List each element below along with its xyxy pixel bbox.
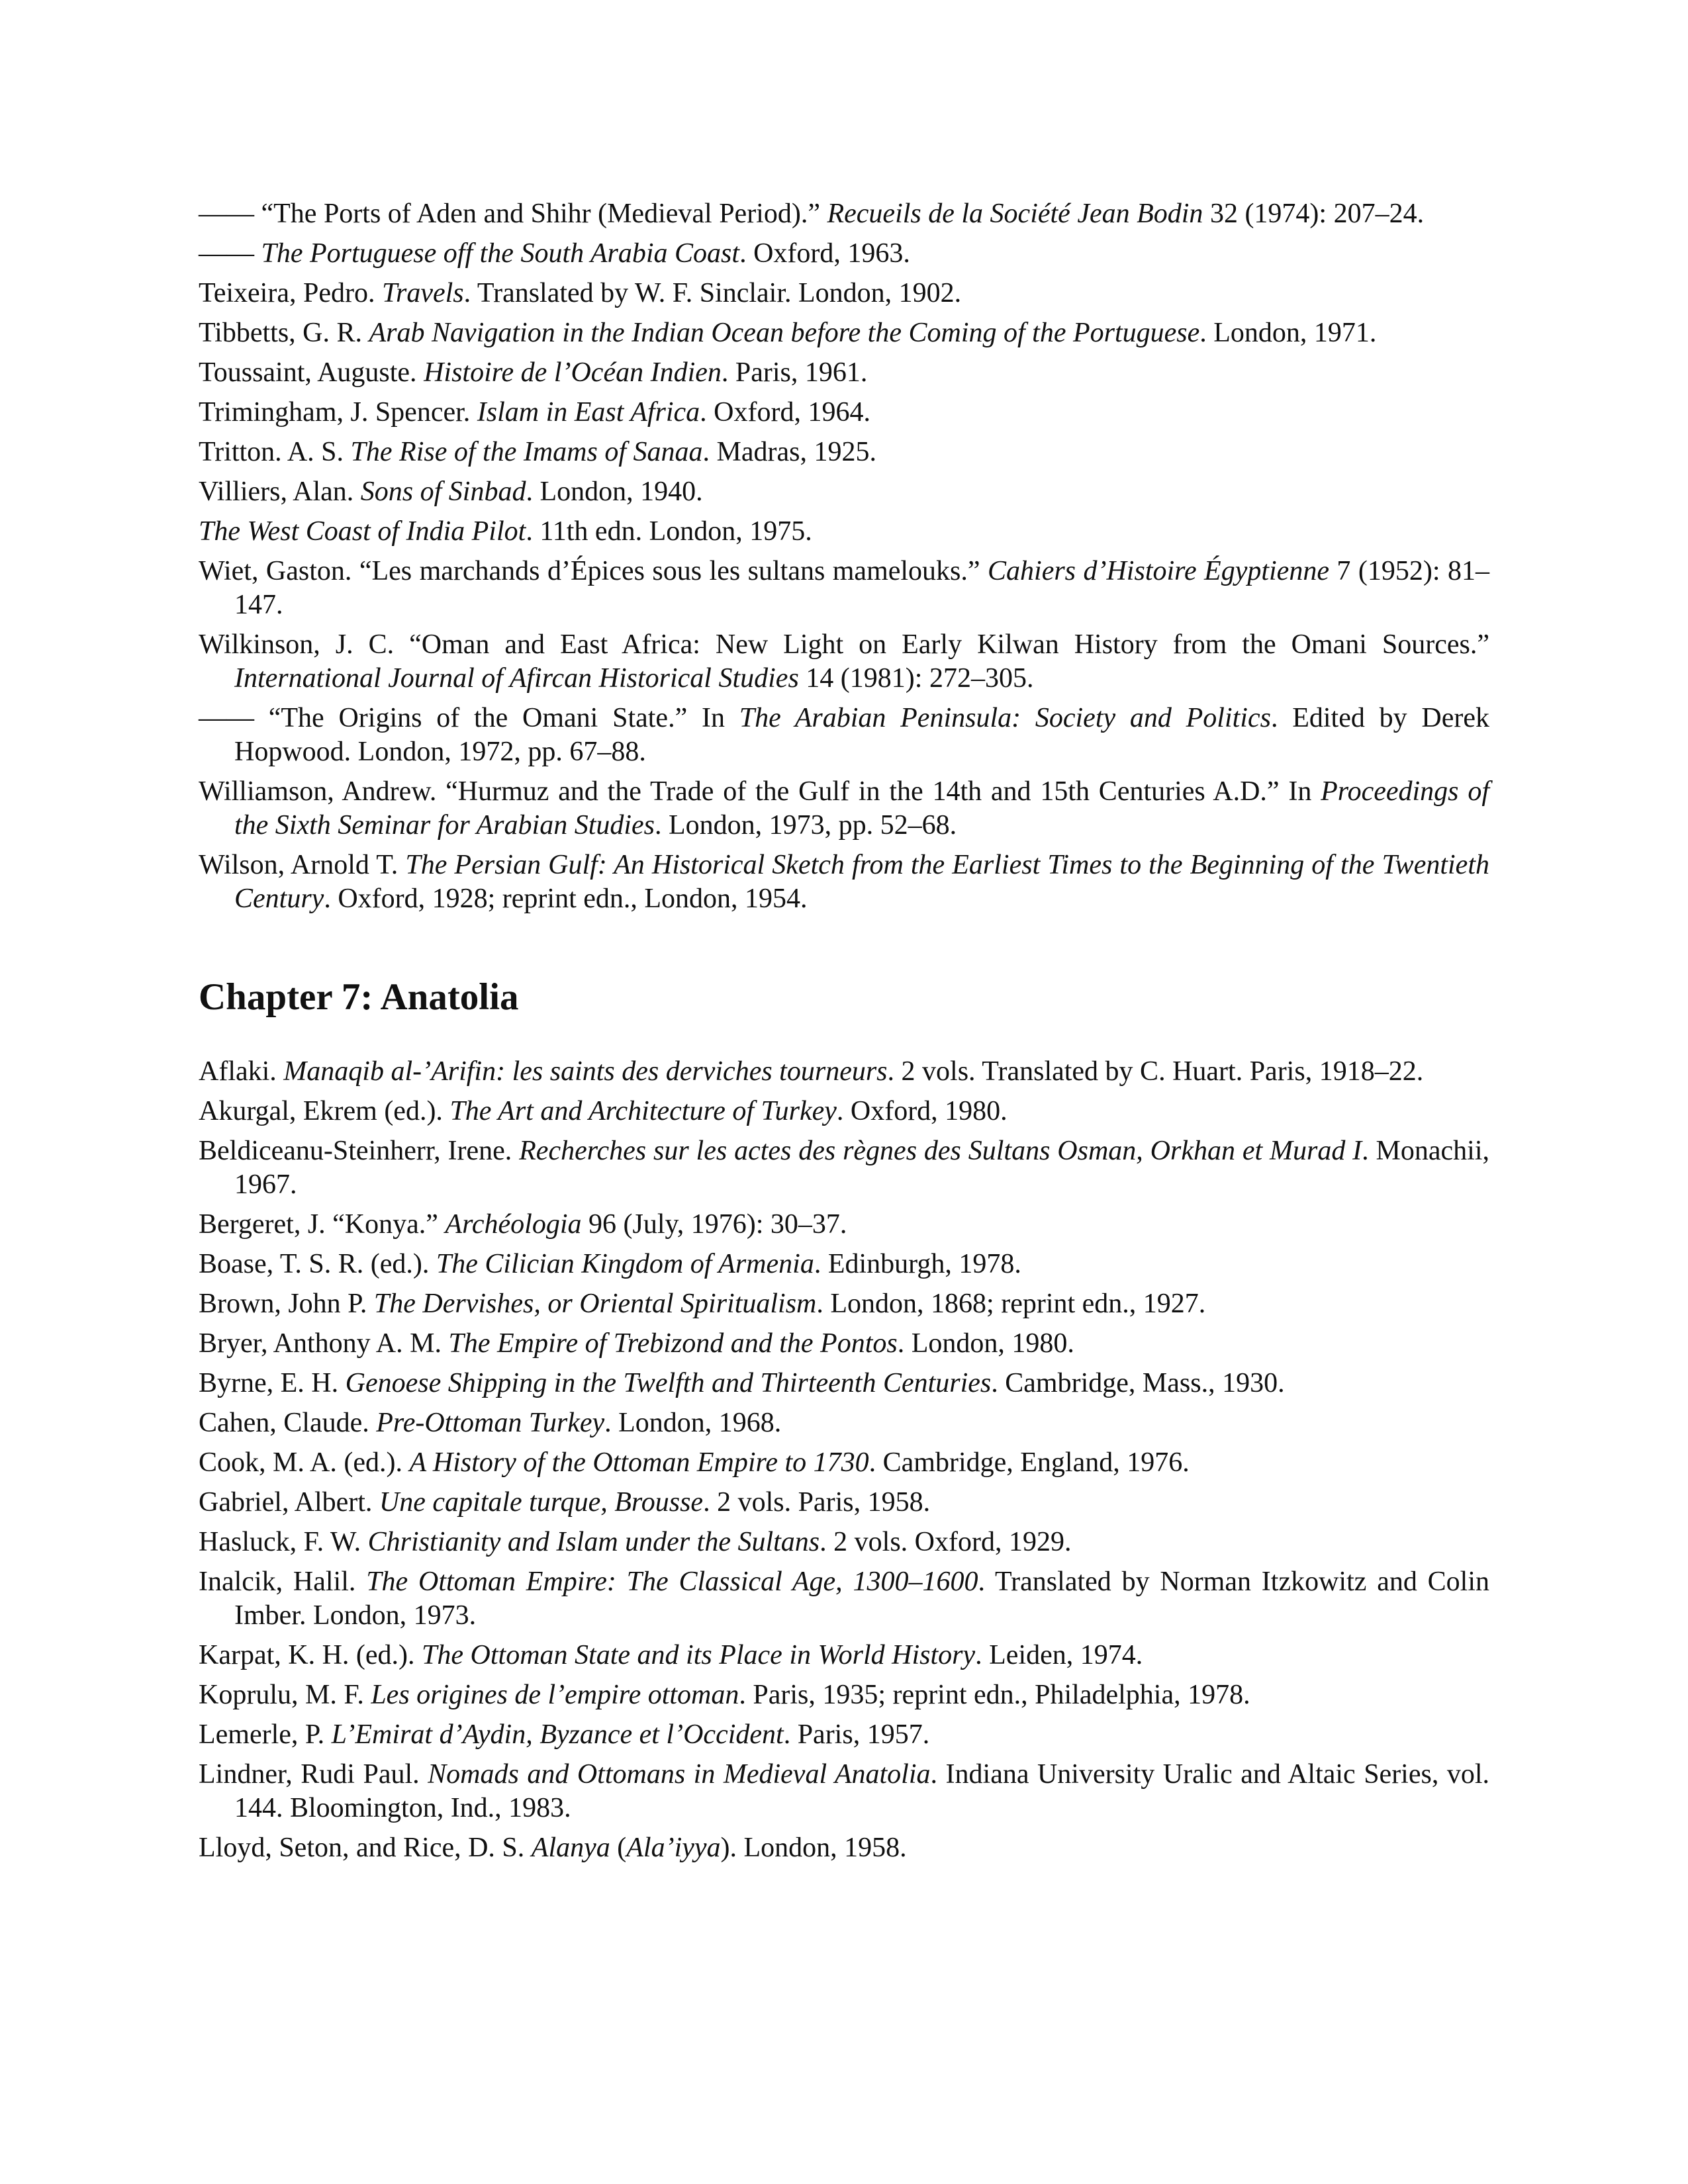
entry-text: Aflaki.: [199, 1056, 284, 1087]
entry-text: Byrne, E. H.: [199, 1368, 346, 1398]
chapter-heading: Chapter 7: Anatolia: [199, 976, 519, 1018]
entry-text: Gabriel, Albert.: [199, 1487, 379, 1518]
entry-text: Hasluck, F. W.: [199, 1527, 368, 1557]
entry-text: Trimingham, J. Spencer.: [199, 397, 477, 428]
entry-text: . Translated by W. F. Sinclair. London, 1902.: [463, 278, 962, 308]
entry-text: —— “The Origins of the Omani State.” In: [199, 703, 739, 733]
entry-title-italic: L’Emirat d’Aydin, Byzance et l’Occident: [331, 1719, 784, 1750]
bibliography-entry: [199, 1055, 1489, 1089]
entry-title-italic: Histoire de l’Océan Indien: [424, 357, 722, 388]
entry-title-italic: Islam in East Africa: [477, 397, 700, 428]
entry-title-italic: Recherches sur les actes des règnes des Sultans Osman, Orkhan et Murad I: [519, 1136, 1362, 1166]
bibliography-entry: [199, 702, 1489, 769]
bibliography-section-continued: [199, 197, 1489, 916]
entry-title-italic: The Ottoman State and its Place in World History: [422, 1640, 976, 1670]
bibliography-entry: [199, 1486, 1489, 1520]
entry-text: ——: [199, 238, 261, 269]
bibliography-entry: [199, 1565, 1489, 1633]
bibliography-page: [199, 197, 1489, 1871]
entry-text: 96 (July, 1976): 30–37.: [581, 1209, 847, 1240]
entry-text: 32 (1974): 207–24.: [1203, 199, 1425, 229]
bibliography-entry: [199, 1446, 1489, 1480]
entry-text: 14 (1981): 272–305.: [798, 663, 1034, 694]
bibliography-entry: [199, 1831, 1489, 1865]
bibliography-entry: [199, 237, 1489, 271]
bibliography-entry: [199, 1758, 1489, 1825]
entry-title-italic: Christianity and Islam under the Sultans: [367, 1527, 820, 1557]
entry-text: . 2 vols. Oxford, 1929.: [820, 1527, 1072, 1557]
entry-text: . Oxford, 1963.: [739, 238, 910, 269]
entry-text: . London, 1971.: [1199, 318, 1377, 348]
entry-title-italic: The West Coast of India Pilot: [199, 516, 526, 547]
entry-text: . Oxford, 1980.: [836, 1096, 1008, 1126]
bibliography-entry: [199, 1287, 1489, 1321]
entry-title-italic: Nomads and Ottomans in Medieval Anatolia: [428, 1759, 931, 1790]
entry-title-italic: Pre-Ottoman Turkey: [376, 1408, 605, 1438]
entry-title-italic: Genoese Shipping in the Twelfth and Thirteenth Centuries: [345, 1368, 992, 1398]
entry-text: . Oxford, 1964.: [700, 397, 870, 428]
entry-text: Akurgal, Ekrem (ed.).: [199, 1096, 450, 1126]
entry-text: . Indiana University Uralic and Altaic Series, vol. 144. Bloomington, Ind., 1983.: [234, 1759, 1490, 1823]
bibliography-entry: [199, 628, 1489, 696]
bibliography-entry: [199, 1248, 1489, 1281]
entry-text: . London, 1940.: [526, 477, 703, 507]
entry-text: . 11th edn. London, 1975.: [526, 516, 812, 547]
entry-text: Williamson, Andrew. “Hurmuz and the Trade of the Gulf in the 14th and 15th Centuries A.D.” In: [199, 776, 1321, 807]
bibliography-section-anatolia: [199, 1055, 1489, 1865]
entry-title-italic: The Empire of Trebizond and the Pontos: [448, 1328, 898, 1359]
entry-title-italic: The Cilician Kingdom of Armenia: [436, 1249, 814, 1279]
entry-text: Koprulu, M. F.: [199, 1680, 371, 1710]
entry-text: (: [610, 1833, 627, 1863]
entry-text: ). London, 1958.: [720, 1833, 907, 1863]
bibliography-entry: [199, 475, 1489, 509]
entry-text: Wilson, Arnold T.: [199, 850, 406, 880]
entry-title-italic: The Arabian Peninsula: Society and Politics: [739, 703, 1271, 733]
entry-text: Tritton. A. S.: [199, 437, 351, 467]
entry-title-italic: The Persian Gulf: An Historical Sketch from the Earliest Times to the Beginning of the Twentieth Century: [234, 850, 1489, 914]
entry-title-italic: Cahiers d’Histoire Égyptienne: [988, 556, 1329, 586]
bibliography-entry: [199, 1718, 1489, 1752]
entry-text: Tibbetts, G. R.: [199, 318, 369, 348]
entry-text: Beldiceanu-Steinherr, Irene.: [199, 1136, 520, 1166]
bibliography-entry: [199, 848, 1489, 916]
entry-text: Teixeira, Pedro.: [199, 278, 382, 308]
entry-text: . Paris, 1935; reprint edn., Philadelphia, 1978.: [739, 1680, 1250, 1710]
entry-title-italic: Alanya: [531, 1833, 610, 1863]
entry-text: Boase, T. S. R. (ed.).: [199, 1249, 436, 1279]
bibliography-entry: [199, 1639, 1489, 1672]
entry-text: . 2 vols. Translated by C. Huart. Paris, 1918–22.: [887, 1056, 1424, 1087]
entry-title-italic: Travels: [381, 278, 464, 308]
entry-text: . Translated by Norman Itzkowitz and Colin Imber. London, 1973.: [234, 1567, 1489, 1631]
entry-text: Lemerle, P.: [199, 1719, 332, 1750]
entry-text: . Cambridge, Mass., 1930.: [991, 1368, 1285, 1398]
entry-text: Lindner, Rudi Paul.: [199, 1759, 428, 1790]
entry-text: . Edinburgh, 1978.: [814, 1249, 1021, 1279]
entry-title-italic: The Art and Architecture of Turkey: [449, 1096, 837, 1126]
entry-text: 7 (1952): 81–147.: [234, 556, 1489, 620]
entry-text: . Paris, 1961.: [721, 357, 868, 388]
bibliography-entry: [199, 197, 1489, 231]
entry-title-italic: The Portuguese off the South Arabia Coast: [261, 238, 740, 269]
entry-text: Wilkinson, J. C. “Oman and East Africa: New Light on Early Kilwan History from the Omani Sources.”: [199, 629, 1489, 660]
entry-text: Inalcik, Halil.: [199, 1567, 367, 1597]
bibliography-entry: [199, 1678, 1489, 1712]
bibliography-entry: [199, 1134, 1489, 1202]
entry-text: . 2 vols. Paris, 1958.: [703, 1487, 931, 1518]
entry-text: Bergeret, J. “Konya.”: [199, 1209, 445, 1240]
bibliography-entry: [199, 396, 1489, 430]
entry-title-italic: Arab Navigation in the Indian Ocean before the Coming of the Portuguese: [369, 318, 1200, 348]
bibliography-entry: [199, 277, 1489, 310]
bibliography-entry: [199, 1367, 1489, 1400]
entry-title-italic: The Ottoman Empire: The Classical Age, 1300–1600: [366, 1567, 978, 1597]
entry-text: —— “The Ports of Aden and Shihr (Medieval Period).”: [199, 199, 827, 229]
entry-text: Villiers, Alan.: [199, 477, 361, 507]
bibliography-entry: [199, 515, 1489, 549]
entry-title-italic: Manaqib al-’Arifin: les saints des derviches tourneurs: [283, 1056, 888, 1087]
entry-title-italic: Archéologia: [445, 1209, 582, 1240]
entry-text: . Oxford, 1928; reprint edn., London, 1954.: [324, 884, 808, 914]
entry-text: Wiet, Gaston. “Les marchands d’Épices sous les sultans mamelouks.”: [199, 556, 988, 586]
bibliography-entry: [199, 775, 1489, 842]
entry-text: . London, 1868; reprint edn., 1927.: [816, 1289, 1206, 1319]
bibliography-entry: [199, 356, 1489, 390]
entry-text: . Cambridge, England, 1976.: [868, 1447, 1190, 1478]
entry-text: . Leiden, 1974.: [975, 1640, 1143, 1670]
entry-text: Cook, M. A. (ed.).: [199, 1447, 410, 1478]
bibliography-entry: [199, 1208, 1489, 1242]
entry-title-italic: The Rise of the Imams of Sanaa: [350, 437, 703, 467]
bibliography-entry: [199, 1095, 1489, 1128]
bibliography-entry: [199, 555, 1489, 622]
entry-title-italic: Proceedings of the Sixth Seminar for Arabian Studies: [234, 776, 1489, 841]
entry-title-italic: A History of the Ottoman Empire to 1730: [409, 1447, 869, 1478]
entry-title-italic: The Dervishes, or Oriental Spiritualism: [373, 1289, 817, 1319]
entry-text: Cahen, Claude.: [199, 1408, 377, 1438]
entry-text: Karpat, K. H. (ed.).: [199, 1640, 422, 1670]
entry-text: . Madras, 1925.: [702, 437, 876, 467]
entry-text: Toussaint, Auguste.: [199, 357, 424, 388]
entry-text: . London, 1980.: [897, 1328, 1074, 1359]
entry-title-italic: Recueils de la Société Jean Bodin: [827, 199, 1203, 229]
entry-text: . Edited by Derek Hopwood. London, 1972, pp. 67–88.: [234, 703, 1489, 767]
bibliography-entry: [199, 1406, 1489, 1440]
entry-text: . London, 1973, pp. 52–68.: [655, 810, 957, 841]
entry-text: . Monachii, 1967.: [234, 1136, 1489, 1200]
entry-title-italic: Une capitale turque, Brousse: [379, 1487, 704, 1518]
bibliography-entry: [199, 1525, 1489, 1559]
entry-title-italic: Les origines de l’empire ottoman: [371, 1680, 739, 1710]
bibliography-entry: [199, 316, 1489, 350]
bibliography-entry: [199, 1327, 1489, 1361]
bibliography-entry: [199, 435, 1489, 469]
entry-text: Bryer, Anthony A. M.: [199, 1328, 449, 1359]
entry-text: Lloyd, Seton, and Rice, D. S.: [199, 1833, 532, 1863]
entry-title-italic: Sons of Sinbad: [360, 477, 526, 507]
entry-text: . Paris, 1957.: [783, 1719, 930, 1750]
entry-text: Brown, John P.: [199, 1289, 374, 1319]
entry-text: . London, 1968.: [604, 1408, 782, 1438]
entry-title-italic: International Journal of Afircan Historical Studies: [234, 663, 799, 694]
entry-title-italic: Ala’iyya: [626, 1833, 721, 1863]
